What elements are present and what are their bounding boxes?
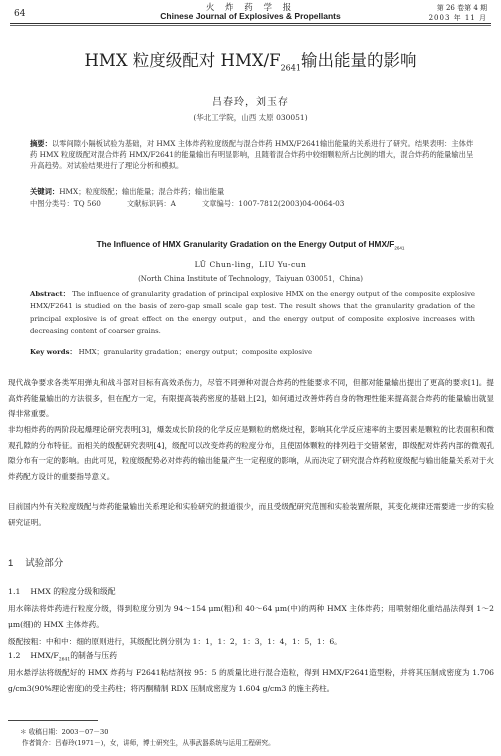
body-paragraph: 目前国内外有关粒度级配与炸药能量输出关系理论和实验研究的报道很少，而且受级配研究范围和实验装置所限，其变化规律还需要进一步的实验研究证明。 — [8, 502, 494, 527]
body-paragraph: 用水筛法将炸药进行粒度分级，得到粒度分别为 94～154 μm(粗)和 40～64 μm(中)的两种 HMX 主体炸药；用喷射细化重结晶法得到 1～2 μm(细)的 HMX 主体炸药。 — [8, 604, 494, 629]
issue-date: 2003 年 11 月 — [428, 14, 487, 22]
footnote-author: 作者简介：吕春玲(1971－)，女，讲师，博士研究生，从事武器系统与运用工程研究。 — [22, 739, 275, 747]
article-number: 文章编号：1007-7812(2003)04-0064-03 — [201, 199, 345, 208]
header-rule — [10, 23, 491, 24]
keywords-en: Key words： HMX；granularity gradation；energy output；composite explosive — [30, 348, 313, 356]
running-header — [0, 0, 501, 24]
header-rule-thin — [10, 25, 491, 26]
author-list: 吕春玲，刘玉存 — [212, 97, 289, 108]
affiliation-en: (North China Institute of Technology，Taiyuan 030051，China) — [138, 275, 363, 283]
abstract-cn: 摘要：以零间隙小隔板试验为基础，对 HMX 主体炸药粒度级配与混合炸药 HMX/F2641输出能量的关系进行了研究。结果表明：主体炸药 HMX 粒度级配对混合炸药 HMX/F2641的能量输出有明显影响，且随着混合炸药中较细颗粒所占比例的增大，混合炸药的能量输出呈升高趋势。对试验结果进行了理论分析和模拟。 — [30, 139, 474, 171]
volume-issue: 第 26 卷第 4 期 — [436, 4, 487, 12]
keywords-cn: 关键词：HMX；粒度级配；输出能量；混合炸药；输出能量 — [30, 187, 225, 196]
paper-title: HMX 粒度级配对 HMX/$F_{2641}$输出能量的影响 — [84, 51, 417, 73]
footnote-rule — [8, 720, 98, 721]
clc-number: 中图分类号：TQ 560 — [30, 199, 101, 208]
journal-name-cn: 火 炸 药 学 报 — [205, 3, 296, 13]
page-number: 64 — [14, 9, 26, 19]
subsection-heading: 1.2 HMX/$F_{2641}$的制备与压药 — [8, 651, 118, 663]
abstract-en: Abstract： The influence of granularity gradation of principal explosive HMX on the energy output of the composite explosive HMX/F2641 is studied on the basis of zero-gap small scale gap test. The result shows that the granularity gradation of the principal explosive is of great effect on the energy output，and the energy output of composite explosive increases with decreasing content of coarser grains. — [30, 290, 475, 336]
section-heading: 1 试验部分 — [8, 558, 64, 569]
body-paragraph: 非均相炸药的两阶段起爆理论研究表明[3]，爆轰成长阶段的化学反应是颗粒的燃烧过程，影响其化学反应速率的主要因素是颗粒的比表面积和微观孔隙的分布特征。而相关的级配研究表明[4]，级配可以改变炸药的粒度分布，且使固体颗粒的排列趋于交错紧密，即级配对炸药内部的微观孔隙分布有一定的影响。由此可见，粒度级配势必对炸药的输出能量产生一定程度的影响，从而决定了研究混合炸药粒度级配与输出能量关系对于火炸药配方设计的重要指导意义。 — [8, 425, 494, 481]
doc-code: 文献标识码：A — [126, 199, 176, 208]
body-paragraph: 用水悬浮法将级配好的 HMX 炸药与 F2641粘结剂按 95：5 的质量比进行混合造粒，得到 HMX/F2641造型粉，并将其压制成密度为 1.706 g/cm3(90%理论密度)的受主药柱；将丙酮精制 RDX 压制成密度为 1.604 g/cm3 的施主药柱。 — [8, 668, 494, 693]
journal-name-en: Chinese Journal of Explosives & Propellants — [160, 11, 341, 21]
footnote-received: ＊ 收稿日期：2003－07－30 — [20, 728, 109, 736]
subsection-heading: 1.1 HMX 的粒度分级和级配 — [8, 587, 116, 596]
author-list-en: LÜ Chun-ling，LIU Yu-cun — [194, 260, 307, 269]
body-paragraph: 现代战争要求各类军用弹丸和战斗部对目标有高效杀伤力，尽管不同弹种对混合炸药的性能要求不同，但都对能量输出提出了更高的要求[1]。提高炸药能量输出的方法很多，但在配方一定，有限提高装药密度的基础上[2]，如何通过改善炸药自身的物理性能来提高混合炸药的能量输出就显得非常重要。 — [8, 378, 494, 418]
body-paragraph: 级配按粗：中和中：细的原则进行，其级配比例分别为 1：1，1：2，1：3，1：4，1：5，1：6。 — [8, 637, 342, 646]
classification-line — [30, 198, 475, 209]
paper-title-en: The Influence of HMX Granularity Gradation on the Energy Output of HMX/$F_{2641}$ — [96, 239, 405, 251]
affiliation: (华北工学院，山西 太原 030051) — [193, 113, 308, 122]
